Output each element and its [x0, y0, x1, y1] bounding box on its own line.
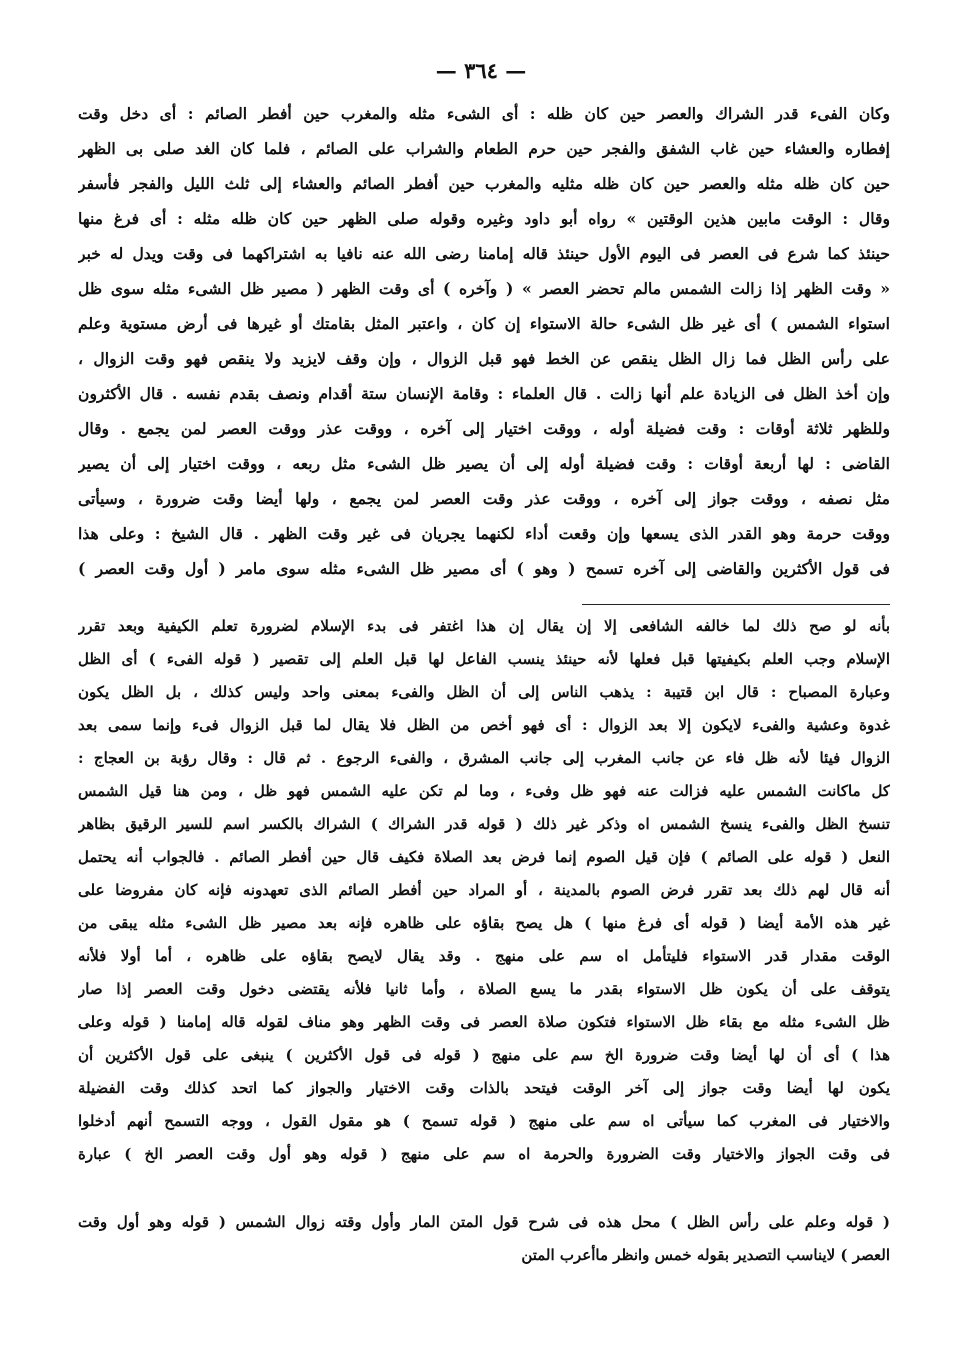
gloss-text-line: كل ماكانت الشمس عليه فزالت عنه فهو ظل وفىء ، وما لم تكن عليه الشمس فهو ظل ، ومن هنا قيل الشمس — [78, 782, 890, 800]
trailing-notes-block — [78, 1206, 890, 1272]
main-text-line: وكان الفىء قدر الشراك والعصر حين كان ظله : أى الشىء مثله والمغرب حين أفطر الصائم : أى دخل وقت — [78, 104, 890, 123]
gloss-text-line: فى وقت الجواز والاختيار وقت الضرورة والحرمة اه سم على منهج ( قوله وهو أول وقت العصر الخ ) عبارة — [78, 1145, 890, 1163]
main-text-block — [78, 96, 890, 586]
page-number: — ٣٦٤ — — [435, 58, 527, 83]
gloss-text-line: غدوة وعشية والفىء لايكون إلا بعد الزوال : أى فهو أخص من الظل فلا يقال لما قبل الزوال فىء وإنما سمى بعد — [78, 716, 890, 734]
main-text-line: وللظهر ثلاثة أوقات : وقت فضيلة أوله ، ووقت اختيار إلى آخره ، ووقت عذر ووقت العصر لمن يجمع . وقال — [78, 419, 890, 438]
gloss-text-block — [78, 610, 890, 1171]
main-text-line: حين كان ظله مثله والعصر حين كان ظله مثليه والمغرب حين أفطر الصائم والعشاء إلى ثلث الليل والفجر فأسفر — [78, 174, 890, 193]
gloss-text-line: الإسلام وجب العلم بكيفيتها قبل فعلها لأنه حينئذ ينسب الفاعل لها قبل العلم إلى تقصير ( قوله الفىء ) أى الظل — [78, 650, 890, 668]
main-text-line: وقال : الوقت مابين هذين الوقتين » رواه أبو داود وغيره وقوله صلى الظهر حين كان ظله مثله : أى فرغ منها — [78, 209, 890, 228]
main-text-line: القاضى : لها أربعة أوقات : وقت فضيلة أوله إلى أن يصير ظل الشىء مثل ربعه ، ووقت اختيار إلى أن يصير — [78, 454, 890, 473]
gloss-text-line: والاختيار فى المغرب كما سيأتى اه سم على منهج ( قوله تسمح ) هو مقول القول ، ووجه التسمح أنهم أدخلوا — [78, 1112, 890, 1130]
gloss-text-line: غير هذه الأمة أيضا ( قوله أى فرغ منها ) هل يصح بقاؤه على ظاهره فإنه بعد مصير ظل الشىء مثله يبقى من — [78, 914, 890, 932]
trailing-note-line: العصر ) لايناسب التصدير بقوله خمس وانظر ماأعرب المتن — [521, 1246, 890, 1264]
main-text-line: حينئذ كما شرع فى العصر فى اليوم الأول حينئذ قاله إمامنا رضى الله عنه نافيا به اشتراكهما فى وقت ويدل له خبر — [78, 244, 890, 263]
gloss-text-line: النعل ( قوله على الصائم ) فإن قيل الصوم إنما فرض بعد الصلاة فكيف قال حين أفطر الصائم . فالجواب أنه يحتمل — [78, 848, 890, 866]
main-text-line: مثل نصفه ، ووقت جواز إلى آخره ، ووقت عذر وقت العصر لمن يجمع ، ولها أيضا وقت ضرورة ، وسيأتى — [78, 489, 890, 508]
gloss-text-line: ظل الشىء مثله مع بقاء ظل الاستواء فتكون صلاة العصر فى وقت الظهر وهو مناف لقوله قاله إمامنا ( قوله وعلى — [78, 1013, 890, 1031]
gloss-text-line: أنه قال لهم ذلك بعد تقرر فرض الصوم بالمدينة ، أو المراد حين أفطر الصائم الذى تعهدونه فإنه كان مفروضا على — [78, 881, 890, 899]
gloss-text-line: وعبارة المصباح : قال ابن قتيبة : يذهب الناس إلى أن الظل والفىء بمعنى واحد وليس كذلك ، بل الظل يكون — [78, 683, 890, 701]
footnote-divider — [582, 604, 890, 605]
gloss-text-line: هذا ) أى أن لها أيضا وقت ضرورة الخ سم على منهج ( قوله فى قول الأكثرين ) ينبغى على قول الأكثرين أن — [78, 1046, 890, 1064]
main-text-line: فى قول الأكثرين والقاضى إلى آخره تسمح ( وهو ) أى مصير ظل الشىء مثله سوى مامر ( أول وقت العصر ) — [78, 559, 890, 578]
main-text-line: على رأس الظل فما زال الظل ينقص عن الخط فهو قبل الزوال ، وإن وقف لايزيد ولا ينقص فهو وقت الزوال ، — [78, 349, 890, 368]
main-text-line: إفطاره والعشاء حين غاب الشفق والفجر حين حرم الطعام والشراب على الصائم ، فلما كان الغد صلى بى الظهر — [78, 139, 890, 158]
gloss-text-line: تنسخ الظل والفىء ينسخ الشمس اه وذكر غير ذلك ( قوله قدر الشراك ) الشراك بالكسر اسم للسير الرقيق بظاهر — [78, 815, 890, 833]
gloss-text-line: الزوال فيئا لأنه ظل فاء عن جانب المغرب إلى جانب المشرق ، والفىء الرجوع . ثم قال : وقال رؤبة بن العجاج : — [78, 749, 890, 767]
gloss-text-line: بأنه لو صح ذلك لما خالفه الشافعى إلا إن يقال إن هذا اغتفر فى بدء الإسلام لضرورة تعلم الكيفية وبعد تقرر — [78, 617, 890, 635]
gloss-text-line: يكون لها أيضا وقت جواز إلى آخر الوقت فيتحد بالذات وقت الاختيار والجواز كما اتحد كذلك وقت الفضيلة — [78, 1079, 890, 1097]
trailing-note-line: ( قوله وعلم على رأس الظل ) محل هذه فى شرح قول المتن المار وأول وقته زوال الشمس ( قوله وهو أول وقت — [78, 1213, 890, 1231]
main-text-line: وإن أخذ الظل فى الزيادة علم أنها زالت . قال العلماء : وقامة الإنسان ستة أقدام ونصف بقدم نفسه . قال الأكثرون — [78, 384, 890, 403]
gloss-text-line: الوقت مقدار قدر الاستواء فليتأمل اه سم على منهج . وقد يقال لايصح بقاؤه على ظاهره ، أما أولا فلأنه — [78, 947, 890, 965]
main-text-line: « وقت الظهر إذا زالت الشمس مالم تحضر العصر » ( وآخره ) أى وقت الظهر ( مصير ظل الشىء مثله سوى ظل — [78, 279, 890, 298]
main-text-line: استواء الشمس ) أى غير ظل الشىء حالة الاستواء إن كان ، واعتبر المثل بقامتك أو غيرها فى أرض مستوية وعلم — [78, 314, 890, 333]
gloss-text-line: يتوقف على أن يكون ظل الاستواء بقدر ما يسع الصلاة ، وأما ثانيا فلأنه يقتضى دخول وقت العصر إذا صار — [78, 980, 890, 998]
main-text-line: ووقت حرمة وهو القدر الذى يسعها وإن وقعت أداء لكنهما يجريان فى غير وقت الظهر . قال الشيخ : وعلى هذا — [78, 524, 890, 543]
